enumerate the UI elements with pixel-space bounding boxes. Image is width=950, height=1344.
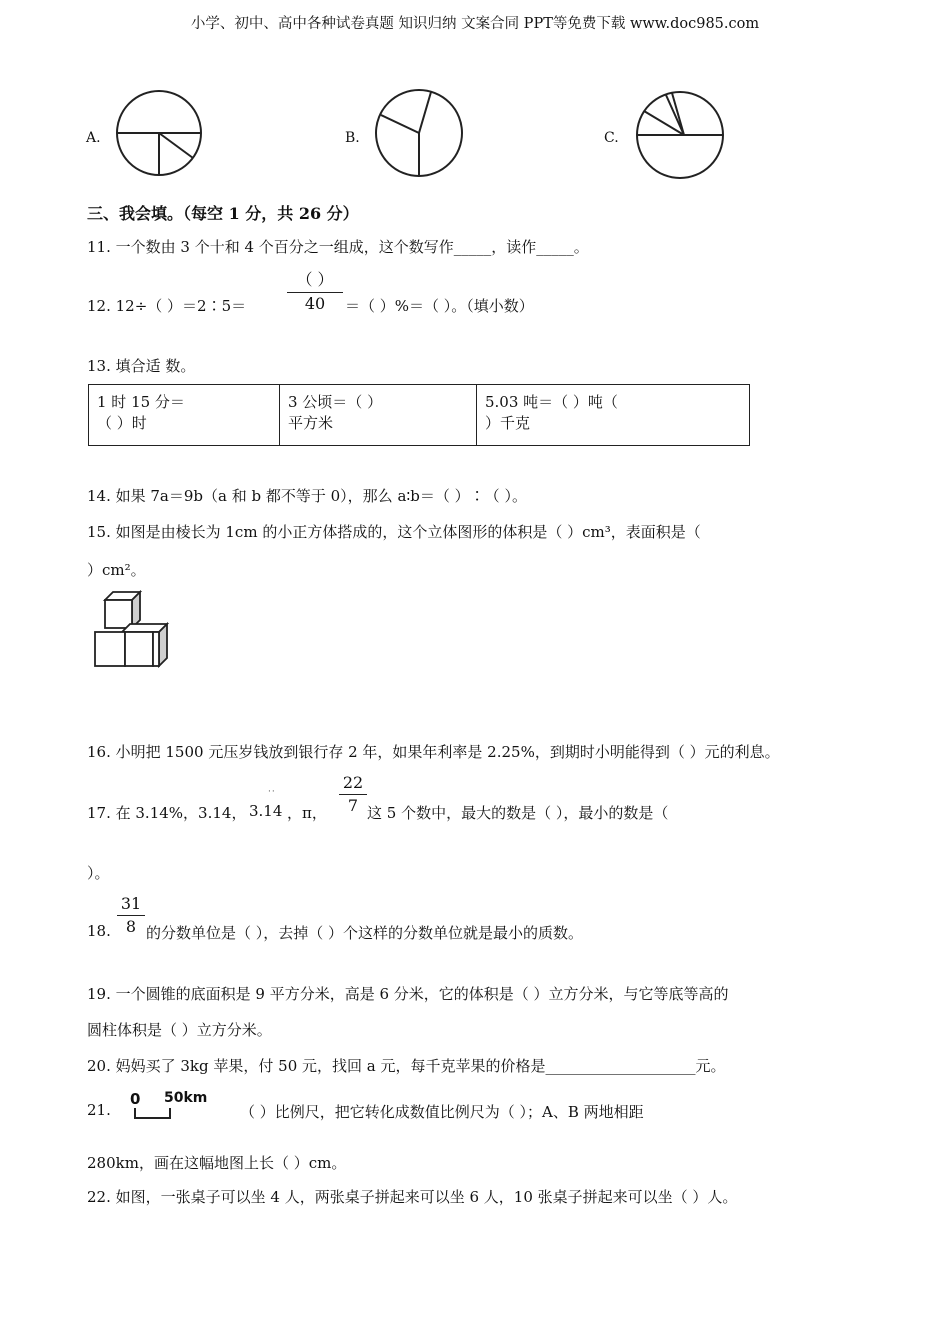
section-title: 三、我会填。（每空 1 分，共 26 分） [87, 204, 359, 223]
cell-line: 平方米 [288, 414, 334, 432]
question-19-line2: 圆柱体积是（ ）立方分米。 [87, 1021, 272, 1039]
cell-line: （ ）时 [97, 414, 147, 432]
cell-line: ）千克 [485, 414, 531, 432]
fraction-denominator: 7 [347, 796, 359, 815]
fraction-numerator: 22 [342, 773, 364, 792]
page-header: 小学、初中、高中各种试卷真题 知识归纳 文案合同 PPT等免费下载 www.doc985.com [190, 16, 760, 32]
question-21-text: （ ）比例尺，把它转化成数值比例尺为（ ）；A、B 两地相距 [240, 1103, 644, 1121]
question-11: 11. 一个数由 3 个十和 4 个百分之一组成，这个数写作_____，读作_____。 [87, 238, 589, 256]
fraction-bar [339, 794, 367, 795]
question-20: 20. 妈妈买了 3kg 苹果，付 50 元，找回 a 元，每千克苹果的价格是____________________元。 [87, 1057, 726, 1075]
question-18-number: 18. [87, 922, 111, 940]
cube-figure [92, 590, 172, 670]
cell-line: 3 公顷＝（ ） [288, 393, 383, 411]
circle-diagram-b [373, 87, 465, 179]
circle-diagram-a [113, 88, 205, 178]
question-22: 22. 如图，一张桌子可以坐 4 人，两张桌子拼起来可以坐 6 人，10 张桌子拼起来可以坐（ ）人。 [87, 1188, 738, 1206]
question-18-fraction [117, 894, 145, 936]
scale-bar-label: 50km [164, 1090, 208, 1106]
question-17-fraction [339, 773, 367, 815]
question-12-fraction [287, 267, 343, 313]
question-15-line2: ）cm²。 [87, 561, 146, 579]
fraction-bar [287, 292, 343, 293]
repeating-dots: ·· [268, 787, 276, 797]
question-13-title: 13. 填合适 数。 [87, 357, 196, 375]
question-17-part1: 17. 在 3.14%，3.14， [87, 804, 247, 822]
question-18-text: 的分数单位是（ ），去掉（ ）个这样的分数单位就是最小的质数。 [146, 924, 584, 942]
scale-bar [134, 1108, 174, 1120]
cell-line: 1 时 15 分＝ [97, 393, 185, 411]
question-15-line1: 15. 如图是由棱长为 1cm 的小正方体搭成的，这个立体图形的体积是（ ）cm³，表面积是（ [87, 523, 701, 541]
question-14: 14. 如果 7a＝9b（a 和 b 都不等于 0），那么 a∶b＝（ ）∶（ ）。 [87, 487, 527, 505]
question-12-left: 12. 12÷（ ）＝2∶5＝ [87, 297, 247, 315]
scale-bar-zero: 0 [130, 1090, 141, 1108]
question-19-line1: 19. 一个圆锥的底面积是 9 平方分米，高是 6 分米，它的体积是（ ）立方分米，与它等底等高的 [87, 985, 729, 1003]
question-17-part3: 这 5 个数中，最大的数是（ ），最小的数是（ [367, 804, 669, 822]
option-a-label: A. [86, 130, 101, 146]
fraction-numerator: （ ） [296, 270, 334, 289]
repeating-decimal: 3.14 [249, 802, 283, 820]
table-cell [89, 385, 280, 446]
question-17-line2: ）。 [87, 864, 110, 882]
question-12-right: ＝（ ）%＝（ ）。（填小数） [345, 297, 534, 315]
fraction-bar [117, 915, 145, 916]
fraction-denominator: 8 [125, 917, 137, 936]
circle-diagram-c [632, 89, 726, 181]
question-13-table [88, 384, 750, 446]
option-b-label: B. [345, 130, 360, 146]
fraction-numerator: 31 [120, 894, 142, 913]
question-21-number: 21. [87, 1101, 111, 1119]
cell-line: 5.03 吨＝（ ）吨（ [485, 393, 618, 411]
table-cell [280, 385, 477, 446]
question-21-line2: 280km，画在这幅地图上长（ ）cm。 [87, 1154, 347, 1172]
table-cell [477, 385, 750, 446]
option-c-label: C. [604, 130, 619, 146]
fraction-denominator: 40 [304, 294, 326, 313]
question-16: 16. 小明把 1500 元压岁钱放到银行存 2 年，如果年利率是 2.25%，到期时小明能得到（ ）元的利息。 [87, 743, 780, 761]
question-17-part2: ，π， [287, 804, 327, 822]
